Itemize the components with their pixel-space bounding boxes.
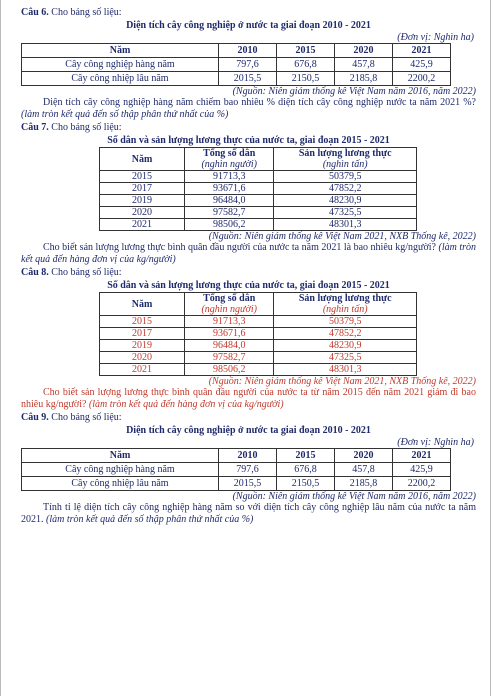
q9-header-2020: 2020 (335, 449, 393, 463)
cell: 2015,5 (219, 477, 277, 491)
cell-year: 2015 (100, 171, 185, 183)
table-row (100, 352, 417, 364)
q9-table (21, 448, 451, 491)
cell-year: 2019 (100, 195, 185, 207)
q9-source: (Nguồn: Niên giám thống kê Việt Nam năm 2016, năm 2022) (232, 491, 476, 502)
table-row (22, 58, 451, 72)
cell-pop: 98506,2 (185, 364, 274, 376)
table-row (100, 316, 417, 328)
q8-label: Câu 8. (21, 267, 49, 278)
cell-pop: 91713,3 (185, 171, 274, 183)
q7-header-pop-unit: (nghìn người) (201, 159, 257, 170)
q9-header-2015: 2015 (277, 449, 335, 463)
table-row (22, 72, 451, 86)
row-label: Cây công nghiệp hàng năm (22, 463, 219, 477)
table-row (100, 340, 417, 352)
cell-year: 2021 (100, 364, 185, 376)
q7-question (21, 242, 476, 266)
cell-food: 47325,5 (274, 207, 417, 219)
q6-question-text: Diện tích cây công nghiệp hàng năm chiếm bao nhiêu % diện tích cây công nghiệp nước ta năm 2021 %? (43, 97, 476, 108)
q7-table-title: Số dân và sản lượng lương thực của nước ta, giai đoạn 2015 - 2021 (107, 135, 390, 146)
q9-question (21, 502, 476, 526)
q6-label: Câu 6. (21, 7, 49, 18)
q9-header-2021: 2021 (393, 449, 451, 463)
cell-year: 2017 (100, 328, 185, 340)
q9-header-row (22, 449, 451, 463)
q6-intro: Cho bảng số liệu: (51, 7, 122, 18)
table-row (100, 171, 417, 183)
table-row (22, 463, 451, 477)
q9-note: (làm tròn kết quả đến số thập phân thứ nhất của %) (46, 514, 254, 525)
q6-source: (Nguồn: Niên giám thống kê Việt Nam năm 2016, năm 2022) (232, 86, 476, 97)
q9-heading (21, 412, 476, 424)
q6-question (21, 97, 476, 121)
cell: 425,9 (393, 58, 451, 72)
cell: 676,8 (277, 463, 335, 477)
cell-pop: 98506,2 (185, 219, 274, 231)
cell-year: 2017 (100, 183, 185, 195)
cell-food: 48301,3 (274, 219, 417, 231)
q7-heading (21, 122, 476, 134)
q7-label: Câu 7. (21, 122, 49, 133)
table-row (100, 328, 417, 340)
q6-heading (21, 7, 476, 19)
cell: 2150,5 (277, 72, 335, 86)
cell-year: 2020 (100, 207, 185, 219)
cell-pop: 97582,7 (185, 352, 274, 364)
q8-header-food-unit: (nghìn tấn) (322, 304, 368, 315)
cell-pop: 93671,6 (185, 183, 274, 195)
table-row (100, 207, 417, 219)
q6-header-2015: 2015 (277, 44, 335, 58)
q7-header-row (100, 148, 417, 171)
cell: 457,8 (335, 463, 393, 477)
q8-heading (21, 267, 476, 279)
cell: 2185,8 (335, 72, 393, 86)
table-row (100, 183, 417, 195)
q7-header-food-unit: (nghìn tấn) (322, 159, 368, 170)
cell-food: 47325,5 (274, 352, 417, 364)
q6-header-2020: 2020 (335, 44, 393, 58)
cell-pop: 97582,7 (185, 207, 274, 219)
q9-header-year: Năm (22, 449, 219, 463)
q7-source: (Nguồn: Niên giám thống kê Việt Nam 2021, NXB Thống kê, 2022) (208, 231, 476, 242)
cell: 2150,5 (277, 477, 335, 491)
q7-header-pop-label: Tổng số dân (203, 148, 256, 159)
q8-header-row (100, 293, 417, 316)
cell-food: 48230,9 (274, 340, 417, 352)
q7-question-text: Cho biết sản lượng lương thực bình quân đầu người của nước ta năm 2021 là bao nhiêu kg/người? (43, 242, 436, 253)
cell-food: 50379,5 (274, 316, 417, 328)
q7-note: (làm tròn kết quả đến hàng đơn vị của kg/người) (21, 242, 477, 265)
cell-pop: 93671,6 (185, 328, 274, 340)
q6-note: (làm tròn kết quả đến số thập phân thứ nhất của %) (21, 109, 229, 120)
q9-table-title: Diện tích cây công nghiệp ở nước ta giai đoạn 2010 - 2021 (126, 425, 371, 436)
q9-question-text: Tính tỉ lệ diện tích cây công nghiệp hàng năm so với diện tích cây công nghiệp lâu năm của nước ta năm 2021. (21, 502, 476, 525)
cell: 797,6 (219, 463, 277, 477)
q9-unit: (Đơn vị: Nghìn ha) (397, 437, 474, 448)
cell-year: 2015 (100, 316, 185, 328)
cell-food: 47852,2 (274, 183, 417, 195)
table-row (100, 219, 417, 231)
q7-header-year: Năm (100, 148, 185, 171)
q8-question-text: Cho biết sản lượng lương thực bình quân đầu người của nước ta từ năm 2015 đến năm 2021 giảm đi bao nhiêu kg/người? (21, 387, 476, 410)
table-row (100, 195, 417, 207)
row-label: Cây công nghiệp hàng năm (22, 58, 219, 72)
q8-header-pop-unit: (nghìn người) (201, 304, 257, 315)
q6-unit: (Đơn vị: Nghìn ha) (397, 32, 474, 43)
q7-header-food (274, 148, 417, 171)
q6-table-title: Diện tích cây công nghiệp ở nước ta giai đoạn 2010 - 2021 (126, 20, 371, 31)
q7-table (99, 147, 417, 231)
q6-header-year: Năm (22, 44, 219, 58)
q7-intro: Cho bảng số liệu: (51, 122, 122, 133)
cell: 2200,2 (393, 72, 451, 86)
q9-header-2010: 2010 (219, 449, 277, 463)
cell: 797,6 (219, 58, 277, 72)
cell-food: 48301,3 (274, 364, 417, 376)
cell-food: 48230,9 (274, 195, 417, 207)
cell-pop: 91713,3 (185, 316, 274, 328)
q8-header-year: Năm (100, 293, 185, 316)
cell: 425,9 (393, 463, 451, 477)
cell-year: 2019 (100, 340, 185, 352)
q8-table-title: Số dân và sản lượng lương thực của nước ta, giai đoạn 2015 - 2021 (107, 280, 390, 291)
cell-year: 2021 (100, 219, 185, 231)
row-label: Cây công nhiệp lâu năm (22, 477, 219, 491)
q9-label: Câu 9. (21, 412, 49, 423)
q8-intro: Cho bảng số liệu: (51, 267, 122, 278)
q9-intro: Cho bảng số liệu: (51, 412, 122, 423)
cell: 2200,2 (393, 477, 451, 491)
cell: 676,8 (277, 58, 335, 72)
q7-header-food-label: Sản lượng lương thực (298, 148, 392, 159)
q6-header-row (22, 44, 451, 58)
q6-header-2010: 2010 (219, 44, 277, 58)
q8-note: (làm tròn kết quả đến hàng đơn vị của kg/người) (88, 399, 284, 410)
row-label: Cây công nhiệp lâu năm (22, 72, 219, 86)
q8-header-food-label: Sản lượng lương thực (298, 293, 392, 304)
cell-pop: 96484,0 (185, 195, 274, 207)
q8-source: (Nguồn: Niên giám thống kê Việt Nam 2021, NXB Thống kê, 2022) (208, 376, 476, 387)
cell: 2015,5 (219, 72, 277, 86)
q8-table (99, 292, 417, 376)
q8-header-pop (185, 293, 274, 316)
q8-header-pop-label: Tổng số dân (203, 293, 256, 304)
cell-food: 50379,5 (274, 171, 417, 183)
cell-year: 2020 (100, 352, 185, 364)
cell: 2185,8 (335, 477, 393, 491)
q6-table (21, 43, 451, 86)
q6-header-2021: 2021 (393, 44, 451, 58)
table-row (22, 477, 451, 491)
q8-header-food (274, 293, 417, 316)
table-row (100, 364, 417, 376)
cell-pop: 96484,0 (185, 340, 274, 352)
cell-food: 47852,2 (274, 328, 417, 340)
cell: 457,8 (335, 58, 393, 72)
q8-question (21, 387, 476, 411)
q7-header-pop (185, 148, 274, 171)
